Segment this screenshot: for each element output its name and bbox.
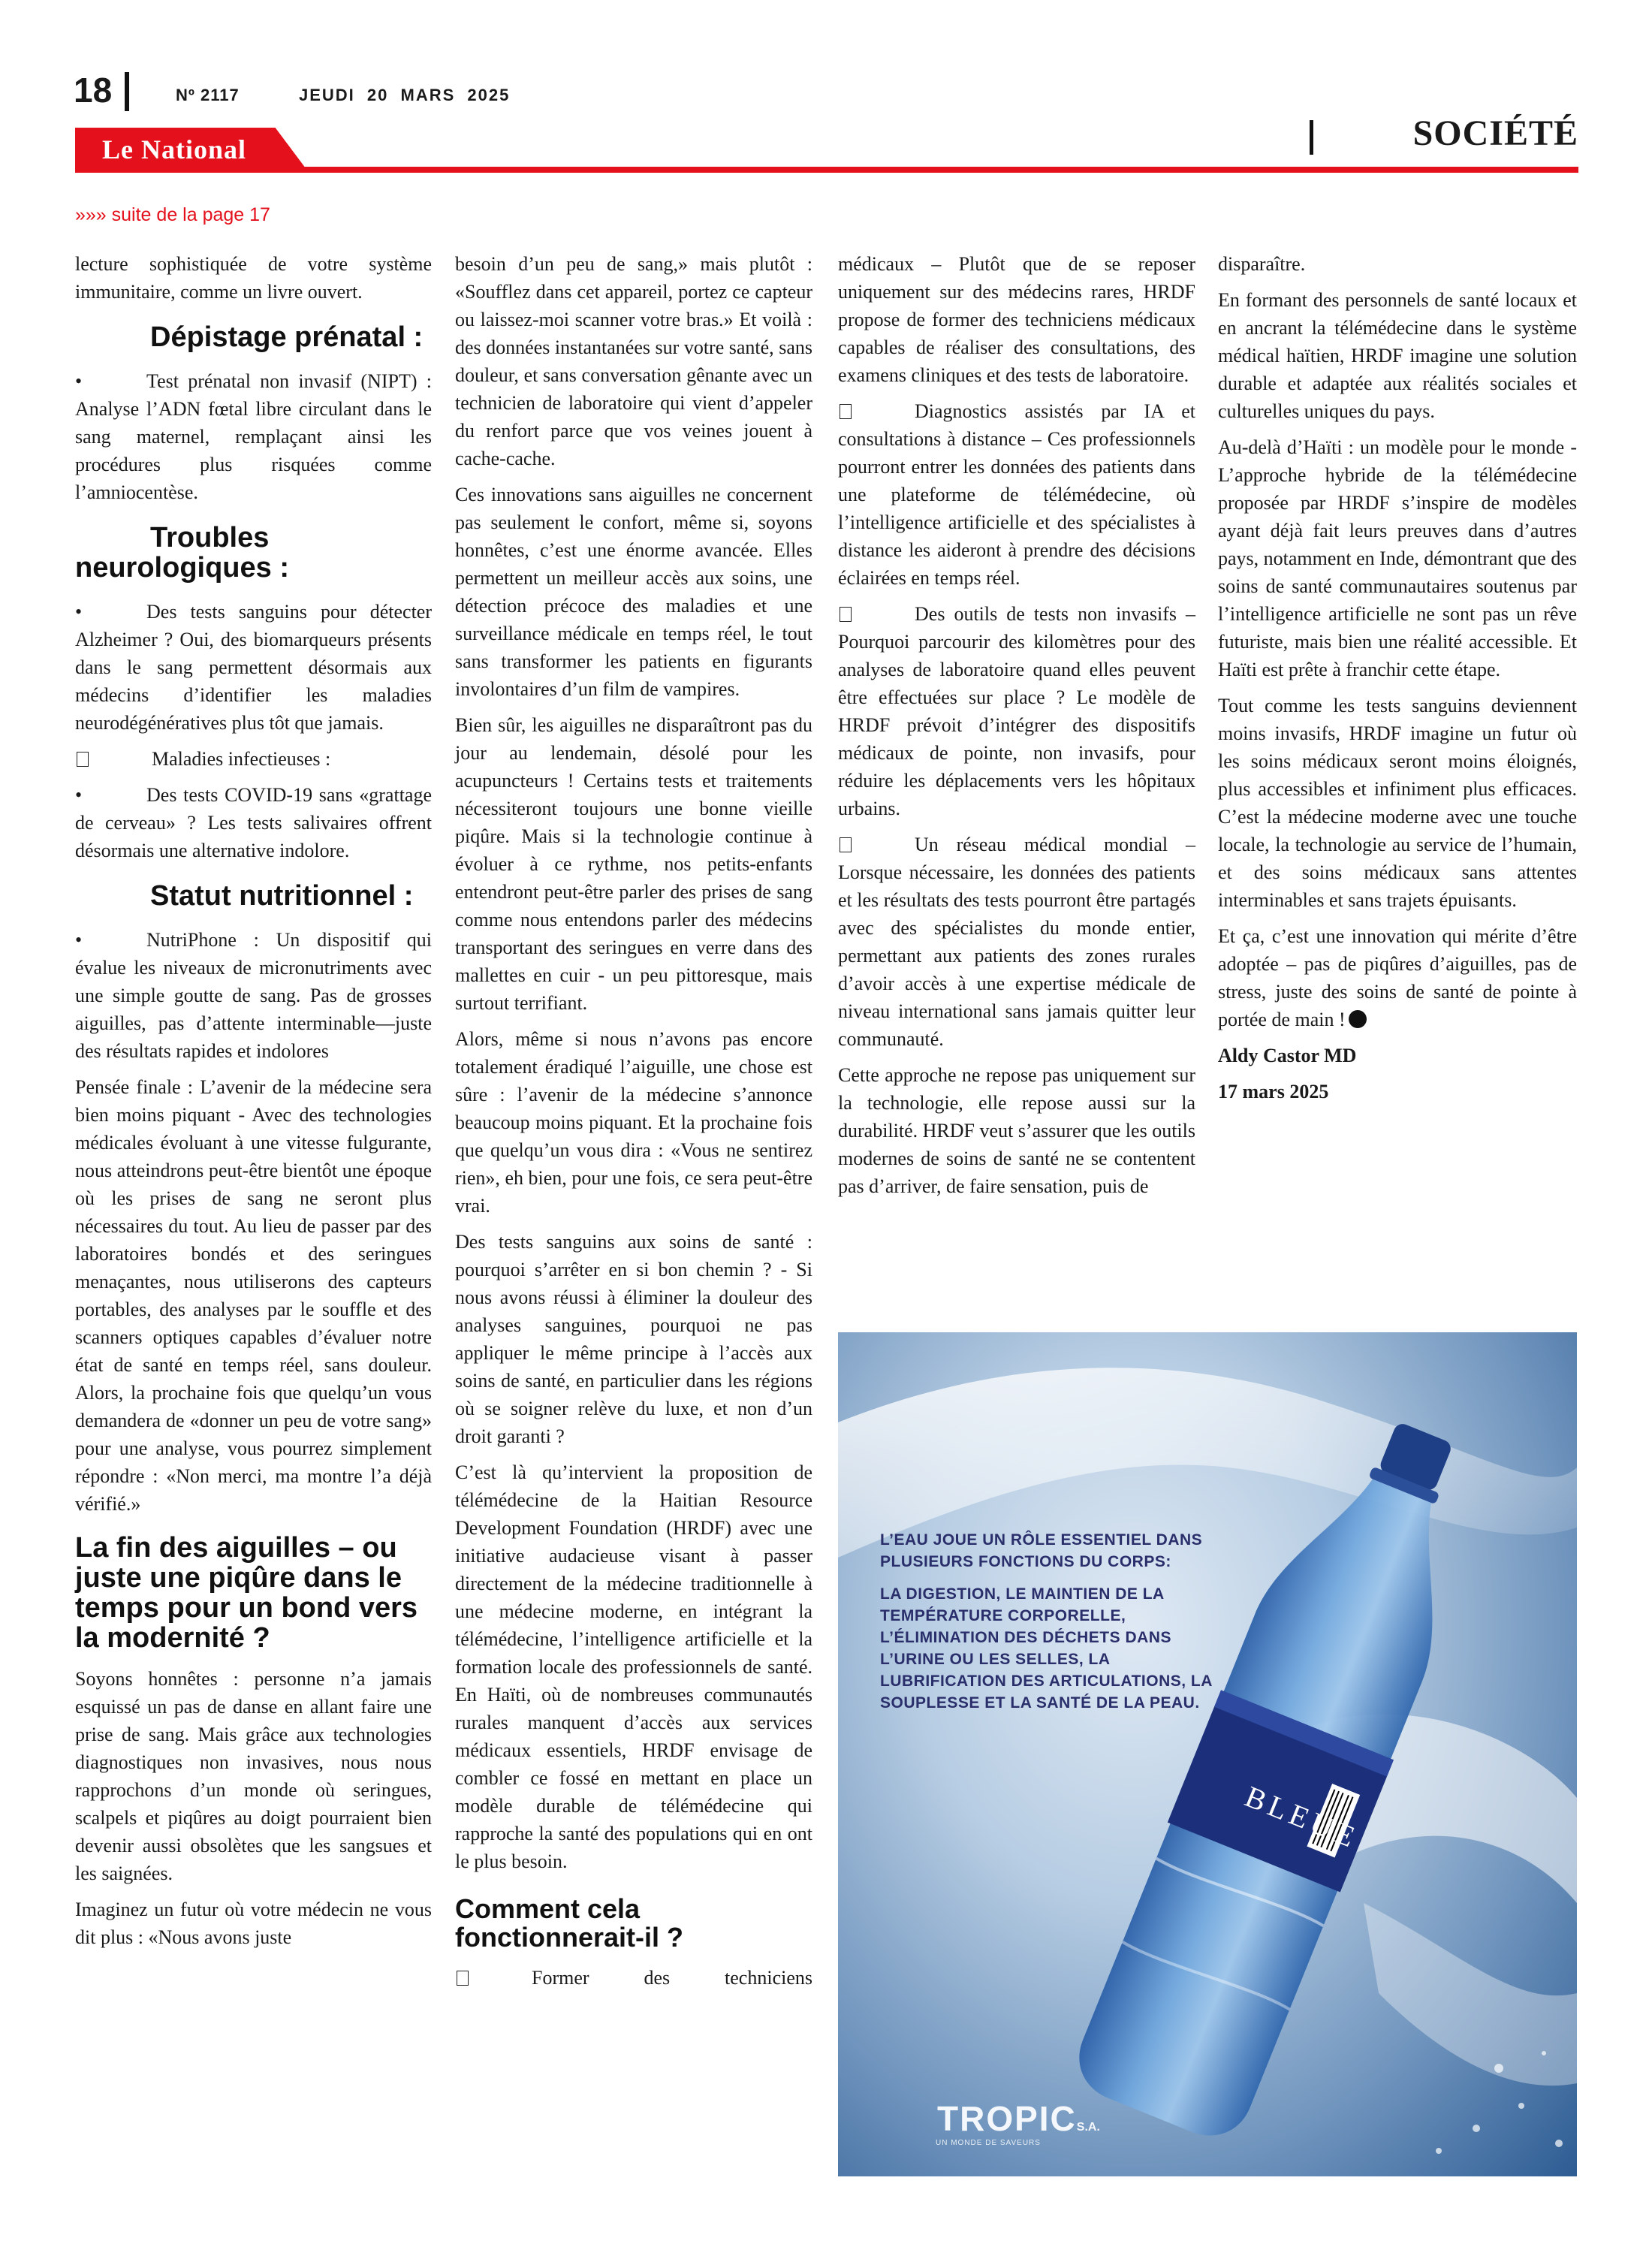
issue-number: Nº 2117 (176, 86, 240, 104)
paragraph: Soyons honnêtes : personne n’a jamais esquissé un pas de danse en allant faire une prise de sang. Mais grâce aux technologies diagnostiques non invasives, nous nous rapprochons d’un monde où seringues, scalpels et piqûres au doigt pourraient bien devenir aussi obsolètes que les sangsues et les saignées. (75, 1668, 432, 1884)
article-column-4 (1218, 250, 1577, 1114)
bullet-text: Test prénatal non invasif (NIPT) : Analyse l’ADN fœtal libre circulant dans le sang maternel, remplaçant ainsi les procédures plus risquées comme l’amniocentèse. (75, 370, 432, 503)
bullet-item: • Des tests sanguins pour détecter Alzheimer ? Oui, des biomarqueurs présents dans le sang permettent désormais aux médecins d’identifier les maladies neurodégénératives plus tôt que jamais. (75, 601, 432, 734)
bullet-box-icon (457, 1971, 469, 1986)
bullet-text: Des tests sanguins pour détecter Alzheimer ? Oui, des biomarqueurs présents dans le sang permettent désormais aux médecins d’identifier les maladies neurodégénératives plus tôt que jamais. (75, 601, 432, 734)
ad-copy-line: LA DIGESTION, LE MAINTIEN DE LA TEMPÉRATURE CORPORELLE, L’ÉLIMINATION DES DÉCHETS DANS L’URINE OU LES SELLES, LA LUBRIFICATION DES ARTICULATIONS, LA SOUPLESSE ET LA SANTÉ DE LA PEAU. (880, 1585, 1213, 1712)
continued-from-link[interactable]: »»» suite de la page 17 (75, 204, 270, 225)
bullet-text: Des tests COVID-19 sans «grattage de cerveau» ? Les tests salivaires offrent désormais une alternative indolore. (75, 784, 432, 861)
subheading-comment: Comment cela fonctionnerait-il ? (455, 1893, 683, 1953)
tropic-logo (937, 2098, 1100, 2139)
end-of-article-icon (1349, 1010, 1367, 1028)
bottle-label: BLEUE (1240, 1779, 1364, 1856)
page-number-divider (125, 72, 129, 111)
ad-copy-line: L’EAU JOUE UN RÔLE ESSENTIEL DANS PLUSIEURS FONCTIONS DU CORPS: (880, 1531, 1203, 1570)
article-date: 17 mars 2025 (1218, 1081, 1329, 1102)
bullet-item: • NutriPhone : Un dispositif qui évalue les niveaux de micronutriments avec une simple goutte de sang. Pas de grosses aiguilles, pas d’attente interminable—juste des résultats rapides et indolores (75, 929, 432, 1062)
subheading-neuro: Troubles neurologiques : (75, 522, 289, 584)
bullet-item: • Test prénatal non invasif (NIPT) : Analyse l’ADN fœtal libre circulant dans le sang maternel, remplaçant ainsi les procédures plus risquées comme l’amniocentèse. (75, 370, 432, 503)
paragraph: Des tests sanguins aux soins de santé : pourquoi s’arrêter en si bon chemin ? - Si nous avons réussi à éliminer la douleur des analyses sanguines, pourquoi ne pas appliquer le même principe à l’accès aux soins de santé, en particulier dans les régions où se soigner relève du luxe, et non d’un droit garanti ? (455, 1231, 812, 1447)
ad-copy (880, 1529, 1241, 1724)
article-column-1 (75, 250, 432, 1959)
author-name: Aldy Castor MD (1218, 1045, 1357, 1066)
page-number: 18 (74, 71, 113, 110)
subheading-nutrition: Statut nutritionnel : (150, 880, 414, 912)
paragraph: besoin d’un peu de sang,» mais plutôt : «Soufflez dans cet appareil, portez ce capteur ou laissez-moi scanner votre bras.» Et voilà : des données instantanées sur votre santé, sans douleur, et sans conversation gênante avec un technicien de laboratoire qui vient d’appeler du renfort parce que vos veines jouent à cache-cache. (455, 253, 812, 469)
issue-date: JEUDI 20 MARS 2025 (299, 86, 511, 104)
bullet-text: Maladies infectieuses : (152, 748, 331, 770)
bullet-item (75, 745, 432, 773)
paragraph: médicaux – Plutôt que de se reposer uniquement sur des médecins rares, HRDF propose de former des techniciens médicaux capables de réaliser des consultations, des examens cliniques et des tests de laboratoire. (838, 253, 1195, 386)
subheading-fin-des-aiguilles: La fin des aiguilles – ou juste une piqûre dans le temps pour un bond vers la modernité ? (75, 1532, 418, 1654)
bullet-item: • Des tests COVID-19 sans «grattage de cerveau» ? Les tests salivaires offrent désormais une alternative indolore. (75, 784, 432, 861)
paragraph: Au-delà d’Haïti : un modèle pour le monde - L’approche hybride de la télémédecine proposée par HRDF s’inspire de modèles ayant déjà fait leurs preuves dans d’autres pays, notamment en Inde, démontrant que des soins de santé communautaires soutenus par l’intelligence artificielle ne sont pas un rêve futuriste, mais bien une réalité accessible. Et Haïti est prête à franchir cette étape. (1218, 436, 1577, 680)
ad-illustration (838, 1332, 1577, 2176)
bullet-item (838, 397, 1195, 592)
paragraph: lecture sophistiquée de votre système immunitaire, comme un livre ouvert. (75, 253, 432, 303)
bullet-item (838, 600, 1195, 822)
section-title: SOCIÉTÉ (1412, 113, 1578, 153)
paragraph: Alors, même si nous n’avons pas encore totalement éradiqué l’aiguille, une chose est sûre : l’avenir de la médecine s’annonce beaucoup moins piquant. Et la prochaine fois que quelqu’un vous dira : «Vous ne sentirez rien», eh bien, pour une fois, ce sera peut-être vrai. (455, 1028, 812, 1217)
article-column-2 (455, 250, 812, 2000)
subheading-prenatal: Dépistage prénatal : (150, 321, 424, 353)
header-rule (75, 167, 1578, 173)
bullet-box-icon (840, 837, 852, 852)
brand-name: Le National (102, 134, 247, 164)
article-column-3 (838, 250, 1195, 1208)
section-divider (1310, 120, 1313, 155)
logo-suffix: S.A. (1076, 2121, 1100, 2134)
paragraph: Bien sûr, les aiguilles ne disparaîtront pas du jour au lendemain, désolé pour les acupuncteurs ! Certains tests et traitements nécessiteront toujours une bonne vieille piqûre. Mais si la technologie continue à évoluer à ce rythme, nos petits-enfants entendront peut-être parler des prises de sang comme nous entendons parler des médecins transportant des seringues en verre dans des mallettes en cuir - un peu pittoresque, mais surtout terrifiant. (455, 714, 812, 1014)
paragraph: Ces innovations sans aiguilles ne concernent pas seulement le confort, même si, soyons honnêtes, c’est une énorme avancée. Elles permettent un meilleur accès aux soins, une détection précoce des maladies et une surveillance médicale en temps réel, le tout sans transformer les patients en figurants involontaires d’un film de vampires. (455, 484, 812, 700)
logo-text: TROPIC (937, 2099, 1077, 2138)
paragraph: En formant des personnels de santé locaux et en ancrant la télémédecine dans le système médical haïtien, HRDF imagine une solution durable et adaptée aux réalités sociales et culturelles uniques du pays. (1218, 289, 1577, 422)
bullet-text: Former des techniciens (532, 1967, 812, 1989)
paragraph: disparaître. (1218, 253, 1306, 275)
paragraph: Imaginez un futur où votre médecin ne vous dit plus : «Nous avons juste (75, 1899, 432, 1948)
paragraph: C’est là qu’intervient la proposition de télémédecine de la Haitian Resource Development Foundation (HRDF) avec une initiative audacieuse visant à passer directement de la médecine traditionnelle à une médecine moderne, en intégrant la télémédecine, l’intelligence artificielle et la formation locale des professionnels de santé. En Haïti, où de nombreuses communautés rurales manquent d’accès aux services médicaux essentiels, HRDF envisage de combler ce fossé en mettant en place un modèle durable de télémédecine qui rapproche la santé des populations qui en ont le plus besoin. (455, 1461, 812, 1872)
bullet-box-icon (840, 607, 852, 622)
bullet-box-icon (77, 752, 89, 767)
bullet-box-icon (840, 404, 852, 419)
paragraph: Pensée finale : L’avenir de la médecine sera bien moins piquant - Avec des technologies médicales évoluant à une vitesse fulgurante, nous atteindrons peut-être bientôt une époque où les prises de sang ne seront plus nécessaires du tout. Au lieu de passer par des laboratoires bondés et des seringues menaçantes, nous utiliserons des capteurs portables, des analyses par le souffle et des scanners optiques capables d’évaluer notre état de santé en temps réel, sans douleur. Alors, la prochaine fois que quelqu’un vous demandera de «donner un peu de votre sang» pour une analyse, vous pourrez simplement répondre : «Non merci, ma montre l’a déjà vérifié.» (75, 1076, 432, 1515)
water-wave (1364, 1903, 1577, 2086)
paragraph: Cette approche ne repose pas uniquement sur la technologie, elle repose aussi sur la durabilité. HRDF veut s’assurer que les outils modernes de soins de santé ne se contentent pas d’arriver, de faire sensation, puis de (838, 1064, 1195, 1197)
bullet-text: Un réseau médical mondial – Lorsque nécessaire, les données des patients et les résultats des tests pourront être partagés avec des spécialistes du monde entier, permettant aux patients des zones rurales d’avoir accès à une expertise médicale de niveau international sans jamais quitter leur communauté. (838, 834, 1195, 1050)
ad-tagline: UN MONDE DE SAVEURS (936, 2139, 1041, 2147)
bullet-text: Des outils de tests non invasifs – Pourquoi parcourir des kilomètres pour des analyses de laboratoire quand elles peuvent être effectuées sur place ? Le modèle de HRDF prévoit d’intégrer des dispositifs médicaux de pointe, non invasifs, pour réduire les déplacements vers les hôpitaux urbains. (838, 603, 1195, 819)
paragraph-text: Et ça, c’est une innovation qui mérite d’être adoptée – pas de piqûres d’aiguilles, pas de stress, juste des soins de santé de pointe à portée de main ! (1218, 925, 1577, 1030)
paragraph: Tout comme les tests sanguins deviennent moins invasifs, HRDF imagine un futur où les soins médicaux seront moins éloignés, plus accessibles et infiniment plus efficaces. C’est la médecine moderne avec une touche locale, la technologie au service de l’humain, et des soins médicaux sans attentes interminables et sans trajets épuisants. (1218, 695, 1577, 911)
bullet-text: Diagnostics assistés par IA et consultations à distance – Ces professionnels pourront entrer les données des patients dans une plateforme de télémédecine, où l’intelligence artificielle et des spécialistes à distance les aideront à prendre des décisions éclairées en temps réel. (838, 400, 1195, 589)
bullet-item (455, 1964, 812, 1992)
bullet-text: NutriPhone : Un dispositif qui évalue les niveaux de micronutriments avec une simple goutte de sang. Pas de grosses aiguilles, pas d’attente interminable—juste des résultats rapides et indolores (75, 929, 432, 1062)
bullet-item (838, 831, 1195, 1053)
paragraph-final (1218, 922, 1577, 1033)
advertisement-tropic[interactable] (838, 1332, 1577, 2176)
